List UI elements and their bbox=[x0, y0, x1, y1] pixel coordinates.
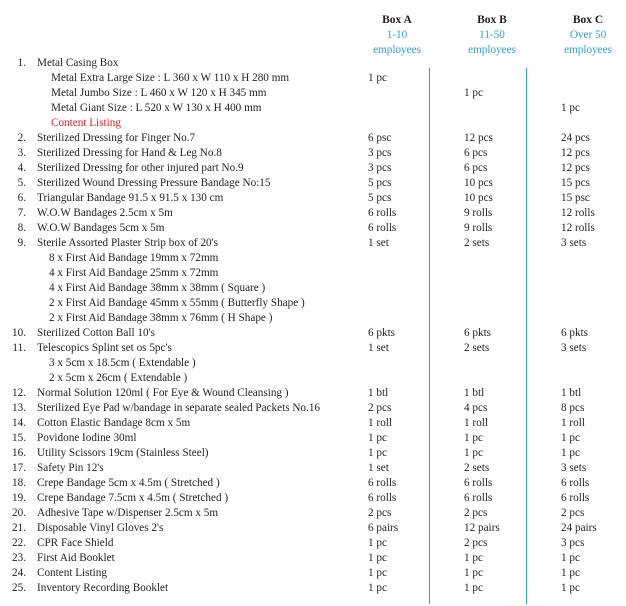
box-b-quantity: 4 pcs bbox=[464, 402, 488, 414]
list-item bbox=[0, 86, 626, 101]
list-item bbox=[0, 251, 626, 266]
list-item bbox=[0, 101, 626, 116]
box-a-quantity: 3 pcs bbox=[368, 147, 392, 159]
box-a-quantity: 1 roll bbox=[368, 417, 392, 429]
content-list bbox=[0, 56, 626, 596]
item-description: Crepe Bandage 7.5cm x 4.5m ( Stretched ) bbox=[37, 492, 229, 504]
box-b-quantity: 6 rolls bbox=[464, 492, 493, 504]
item-number: 22. bbox=[12, 537, 26, 549]
list-item bbox=[0, 176, 626, 191]
box-a-quantity: 5 pcs bbox=[368, 192, 392, 204]
box-c-quantity: 3 pcs bbox=[561, 537, 585, 549]
list-item bbox=[0, 326, 626, 341]
box-b-quantity: 6 pcs bbox=[464, 162, 488, 174]
list-item bbox=[0, 311, 626, 326]
box-a-quantity: 2 pcs bbox=[368, 402, 392, 414]
box-a-unit: employees bbox=[373, 44, 421, 56]
list-item bbox=[0, 281, 626, 296]
list-item bbox=[0, 71, 626, 86]
item-description: Sterilized Wound Dressing Pressure Bandage No:15 bbox=[37, 177, 271, 189]
box-a-quantity: 6 rolls bbox=[368, 222, 397, 234]
box-c-header bbox=[543, 13, 626, 58]
box-b-range: 11-50 bbox=[479, 29, 505, 41]
item-description: Cotton Elastic Bandage 8cm x 5m bbox=[37, 417, 191, 429]
list-item bbox=[0, 296, 626, 311]
box-a-quantity: 6 psc bbox=[368, 132, 392, 144]
item-number: 11. bbox=[12, 342, 26, 354]
list-item bbox=[0, 146, 626, 161]
list-item bbox=[0, 506, 626, 521]
item-number: 24. bbox=[12, 567, 26, 579]
box-b-quantity: 12 pcs bbox=[464, 132, 493, 144]
box-b-quantity: 10 pcs bbox=[464, 177, 493, 189]
list-item bbox=[0, 266, 626, 281]
box-b-quantity: 1 pc bbox=[464, 567, 483, 579]
box-a-title: Box A bbox=[382, 14, 412, 26]
item-number: 17. bbox=[12, 462, 26, 474]
box-b-quantity: 2 sets bbox=[464, 342, 490, 354]
box-b-quantity: 9 rolls bbox=[464, 207, 493, 219]
box-c-quantity: 8 pcs bbox=[561, 402, 585, 414]
box-b-unit: employees bbox=[468, 44, 516, 56]
item-number: 1. bbox=[17, 57, 26, 69]
item-number: 12. bbox=[12, 387, 26, 399]
box-c-quantity: 3 sets bbox=[561, 342, 587, 354]
box-b-quantity: 2 pcs bbox=[464, 507, 488, 519]
item-description: 2 x First Aid Bandage 38mm x 76mm ( H Shape ) bbox=[49, 312, 273, 324]
box-b-quantity: 9 rolls bbox=[464, 222, 493, 234]
item-number: 20. bbox=[12, 507, 26, 519]
list-item bbox=[0, 341, 626, 356]
box-c-title: Box C bbox=[572, 14, 604, 26]
list-item bbox=[0, 371, 626, 386]
item-description: Metal Jumbo Size : L 460 x W 120 x H 345 mm bbox=[51, 87, 267, 99]
box-a-quantity: 6 rolls bbox=[368, 477, 397, 489]
item-description: Normal Solution 120ml ( For Eye & Wound Cleansing ) bbox=[37, 387, 289, 399]
item-description: Metal Casing Box bbox=[37, 57, 119, 69]
list-item bbox=[0, 191, 626, 206]
box-a-quantity: 6 pkts bbox=[368, 327, 396, 339]
item-number: 8. bbox=[17, 222, 26, 234]
list-item bbox=[0, 416, 626, 431]
box-a-quantity: 2 pcs bbox=[368, 507, 392, 519]
item-number: 5. bbox=[17, 177, 26, 189]
box-a-quantity: 1 pc bbox=[368, 552, 387, 564]
list-item bbox=[0, 206, 626, 221]
item-number: 3. bbox=[17, 147, 26, 159]
item-description: Utility Scissors 19cm (Stainless Steel) bbox=[37, 447, 209, 459]
box-c-quantity: 12 pcs bbox=[561, 147, 590, 159]
item-number: 16. bbox=[12, 447, 26, 459]
item-description: Povidone Iodine 30ml bbox=[37, 432, 137, 444]
item-number: 2. bbox=[17, 132, 26, 144]
box-a-quantity: 6 rolls bbox=[368, 492, 397, 504]
box-b-quantity: 10 pcs bbox=[464, 192, 493, 204]
box-c-quantity: 15 psc bbox=[561, 192, 590, 204]
item-description: Content Listing bbox=[51, 117, 121, 129]
item-number: 9. bbox=[17, 237, 26, 249]
item-number: 4. bbox=[17, 162, 26, 174]
item-description: W.O.W Bandages 2.5cm x 5m bbox=[37, 207, 173, 219]
item-description: Safety Pin 12's bbox=[37, 462, 104, 474]
list-item bbox=[0, 116, 626, 131]
item-description: First Aid Booklet bbox=[37, 552, 115, 564]
box-c-quantity: 2 pcs bbox=[561, 507, 585, 519]
item-number: 25. bbox=[12, 582, 26, 594]
box-b-quantity: 6 pcs bbox=[464, 147, 488, 159]
box-a-quantity: 1 pc bbox=[368, 567, 387, 579]
box-a-quantity: 6 pairs bbox=[368, 522, 399, 534]
box-c-quantity: 1 btl bbox=[561, 387, 582, 399]
box-c-range: Over 50 bbox=[569, 29, 607, 41]
box-b-quantity: 1 btl bbox=[464, 387, 485, 399]
item-number: 7. bbox=[17, 207, 26, 219]
list-item bbox=[0, 551, 626, 566]
item-number: 10. bbox=[12, 327, 26, 339]
box-c-quantity: 6 rolls bbox=[561, 492, 590, 504]
item-description: Metal Extra Large Size : L 360 x W 110 x H 280 mm bbox=[51, 72, 290, 84]
box-a-quantity: 1 btl bbox=[368, 387, 389, 399]
box-a-quantity: 1 set bbox=[368, 462, 389, 474]
list-item bbox=[0, 491, 626, 506]
item-description: 4 x First Aid Bandage 38mm x 38mm ( Square ) bbox=[49, 282, 266, 294]
item-number: 21. bbox=[12, 522, 26, 534]
box-c-unit: employees bbox=[564, 44, 612, 56]
box-b-title: Box B bbox=[477, 14, 507, 26]
list-item bbox=[0, 356, 626, 371]
box-a-quantity: 6 rolls bbox=[368, 207, 397, 219]
box-b-quantity: 1 pc bbox=[464, 432, 483, 444]
box-b-header bbox=[447, 13, 537, 58]
box-c-quantity: 1 pc bbox=[561, 432, 580, 444]
item-description: Sterilized Dressing for Finger No.7 bbox=[37, 132, 196, 144]
item-description: Sterilized Dressing for other injured part No.9 bbox=[37, 162, 244, 174]
item-description: Telescopics Splint set os 5pc's bbox=[37, 342, 172, 354]
box-c-quantity: 1 pc bbox=[561, 552, 580, 564]
box-a-quantity: 1 pc bbox=[368, 582, 387, 594]
item-description: Sterilized Cotton Ball 10's bbox=[37, 327, 155, 339]
list-item bbox=[0, 476, 626, 491]
list-item bbox=[0, 386, 626, 401]
item-description: Inventory Recording Booklet bbox=[37, 582, 169, 594]
item-description: Disposable Vinyl Gloves 2's bbox=[37, 522, 164, 534]
list-item bbox=[0, 221, 626, 236]
item-description: Adhesive Tape w/Dispenser 2.5cm x 5m bbox=[37, 507, 219, 519]
box-a-quantity: 1 set bbox=[368, 237, 389, 249]
list-item bbox=[0, 536, 626, 551]
item-number: 15. bbox=[12, 432, 26, 444]
item-description: W.O.W Bandages 5cm x 5m bbox=[37, 222, 165, 234]
list-item bbox=[0, 461, 626, 476]
box-c-quantity: 12 rolls bbox=[561, 207, 595, 219]
box-c-quantity: 1 pc bbox=[561, 447, 580, 459]
box-c-quantity: 6 rolls bbox=[561, 477, 590, 489]
list-item bbox=[0, 581, 626, 596]
box-a-quantity: 1 pc bbox=[368, 72, 387, 84]
item-description: 8 x First Aid Bandage 19mm x 72mm bbox=[49, 252, 219, 264]
item-description: Metal Giant Size : L 520 x W 130 x H 400 mm bbox=[51, 102, 262, 114]
list-item bbox=[0, 236, 626, 251]
box-c-quantity: 1 roll bbox=[561, 417, 585, 429]
box-c-quantity: 3 sets bbox=[561, 237, 587, 249]
item-description: CPR Face Shield bbox=[37, 537, 114, 549]
item-number: 23. bbox=[12, 552, 26, 564]
box-b-quantity: 2 sets bbox=[464, 237, 490, 249]
box-a-header bbox=[352, 13, 442, 58]
box-a-quantity: 1 set bbox=[368, 342, 389, 354]
box-c-quantity: 12 pcs bbox=[561, 162, 590, 174]
box-c-quantity: 24 pairs bbox=[561, 522, 597, 534]
box-a-quantity: 1 pc bbox=[368, 447, 387, 459]
item-number: 6. bbox=[17, 192, 26, 204]
box-a-quantity: 1 pc bbox=[368, 432, 387, 444]
box-b-quantity: 1 pc bbox=[464, 582, 483, 594]
box-a-quantity: 5 pcs bbox=[368, 177, 392, 189]
box-a-quantity: 3 pcs bbox=[368, 162, 392, 174]
list-item bbox=[0, 401, 626, 416]
box-c-quantity: 1 pc bbox=[561, 567, 580, 579]
box-b-quantity: 6 pkts bbox=[464, 327, 492, 339]
list-item bbox=[0, 446, 626, 461]
list-item bbox=[0, 56, 626, 71]
box-c-quantity: 1 pc bbox=[561, 102, 580, 114]
item-description: Sterile Assorted Plaster Strip box of 20's bbox=[37, 237, 219, 249]
box-b-quantity: 1 pc bbox=[464, 552, 483, 564]
box-b-quantity: 2 sets bbox=[464, 462, 490, 474]
item-description: Sterilized Dressing for Hand & Leg No.8 bbox=[37, 147, 222, 159]
box-c-quantity: 6 pkts bbox=[561, 327, 589, 339]
box-c-quantity: 1 pc bbox=[561, 582, 580, 594]
item-number: 13. bbox=[12, 402, 26, 414]
list-item bbox=[0, 161, 626, 176]
box-c-quantity: 15 pcs bbox=[561, 177, 590, 189]
box-b-quantity: 1 pc bbox=[464, 87, 483, 99]
item-description: Sterilized Eye Pad w/bandage in separate sealed Packets No.16 bbox=[37, 402, 321, 414]
box-a-range: 1-10 bbox=[386, 29, 408, 41]
item-description: 4 x First Aid Bandage 25mm x 72mm bbox=[49, 267, 219, 279]
box-c-quantity: 24 pcs bbox=[561, 132, 590, 144]
box-b-quantity: 2 pcs bbox=[464, 537, 488, 549]
item-description: Triangular Bandage 91.5 x 91.5 x 130 cm bbox=[37, 192, 224, 204]
item-description: 3 x 5cm x 18.5cm ( Extendable ) bbox=[49, 357, 196, 369]
item-description: Crepe Bandage 5cm x 4.5m ( Stretched ) bbox=[37, 477, 220, 489]
item-number: 18. bbox=[12, 477, 26, 489]
box-c-quantity: 12 rolls bbox=[561, 222, 595, 234]
list-item bbox=[0, 131, 626, 146]
box-b-quantity: 1 pc bbox=[464, 447, 483, 459]
item-number: 19. bbox=[12, 492, 26, 504]
list-item bbox=[0, 521, 626, 536]
list-item bbox=[0, 566, 626, 581]
item-description: 2 x First Aid Bandage 45mm x 55mm ( Butterfly Shape ) bbox=[49, 297, 305, 309]
item-number: 14. bbox=[12, 417, 26, 429]
item-description: 2 x 5cm x 26cm ( Extendable ) bbox=[49, 372, 188, 384]
box-b-quantity: 1 roll bbox=[464, 417, 488, 429]
box-c-quantity: 3 sets bbox=[561, 462, 587, 474]
box-a-quantity: 1 pc bbox=[368, 537, 387, 549]
box-b-quantity: 6 rolls bbox=[464, 477, 493, 489]
list-item bbox=[0, 431, 626, 446]
item-description: Content Listing bbox=[37, 567, 107, 579]
box-b-quantity: 12 pairs bbox=[464, 522, 500, 534]
